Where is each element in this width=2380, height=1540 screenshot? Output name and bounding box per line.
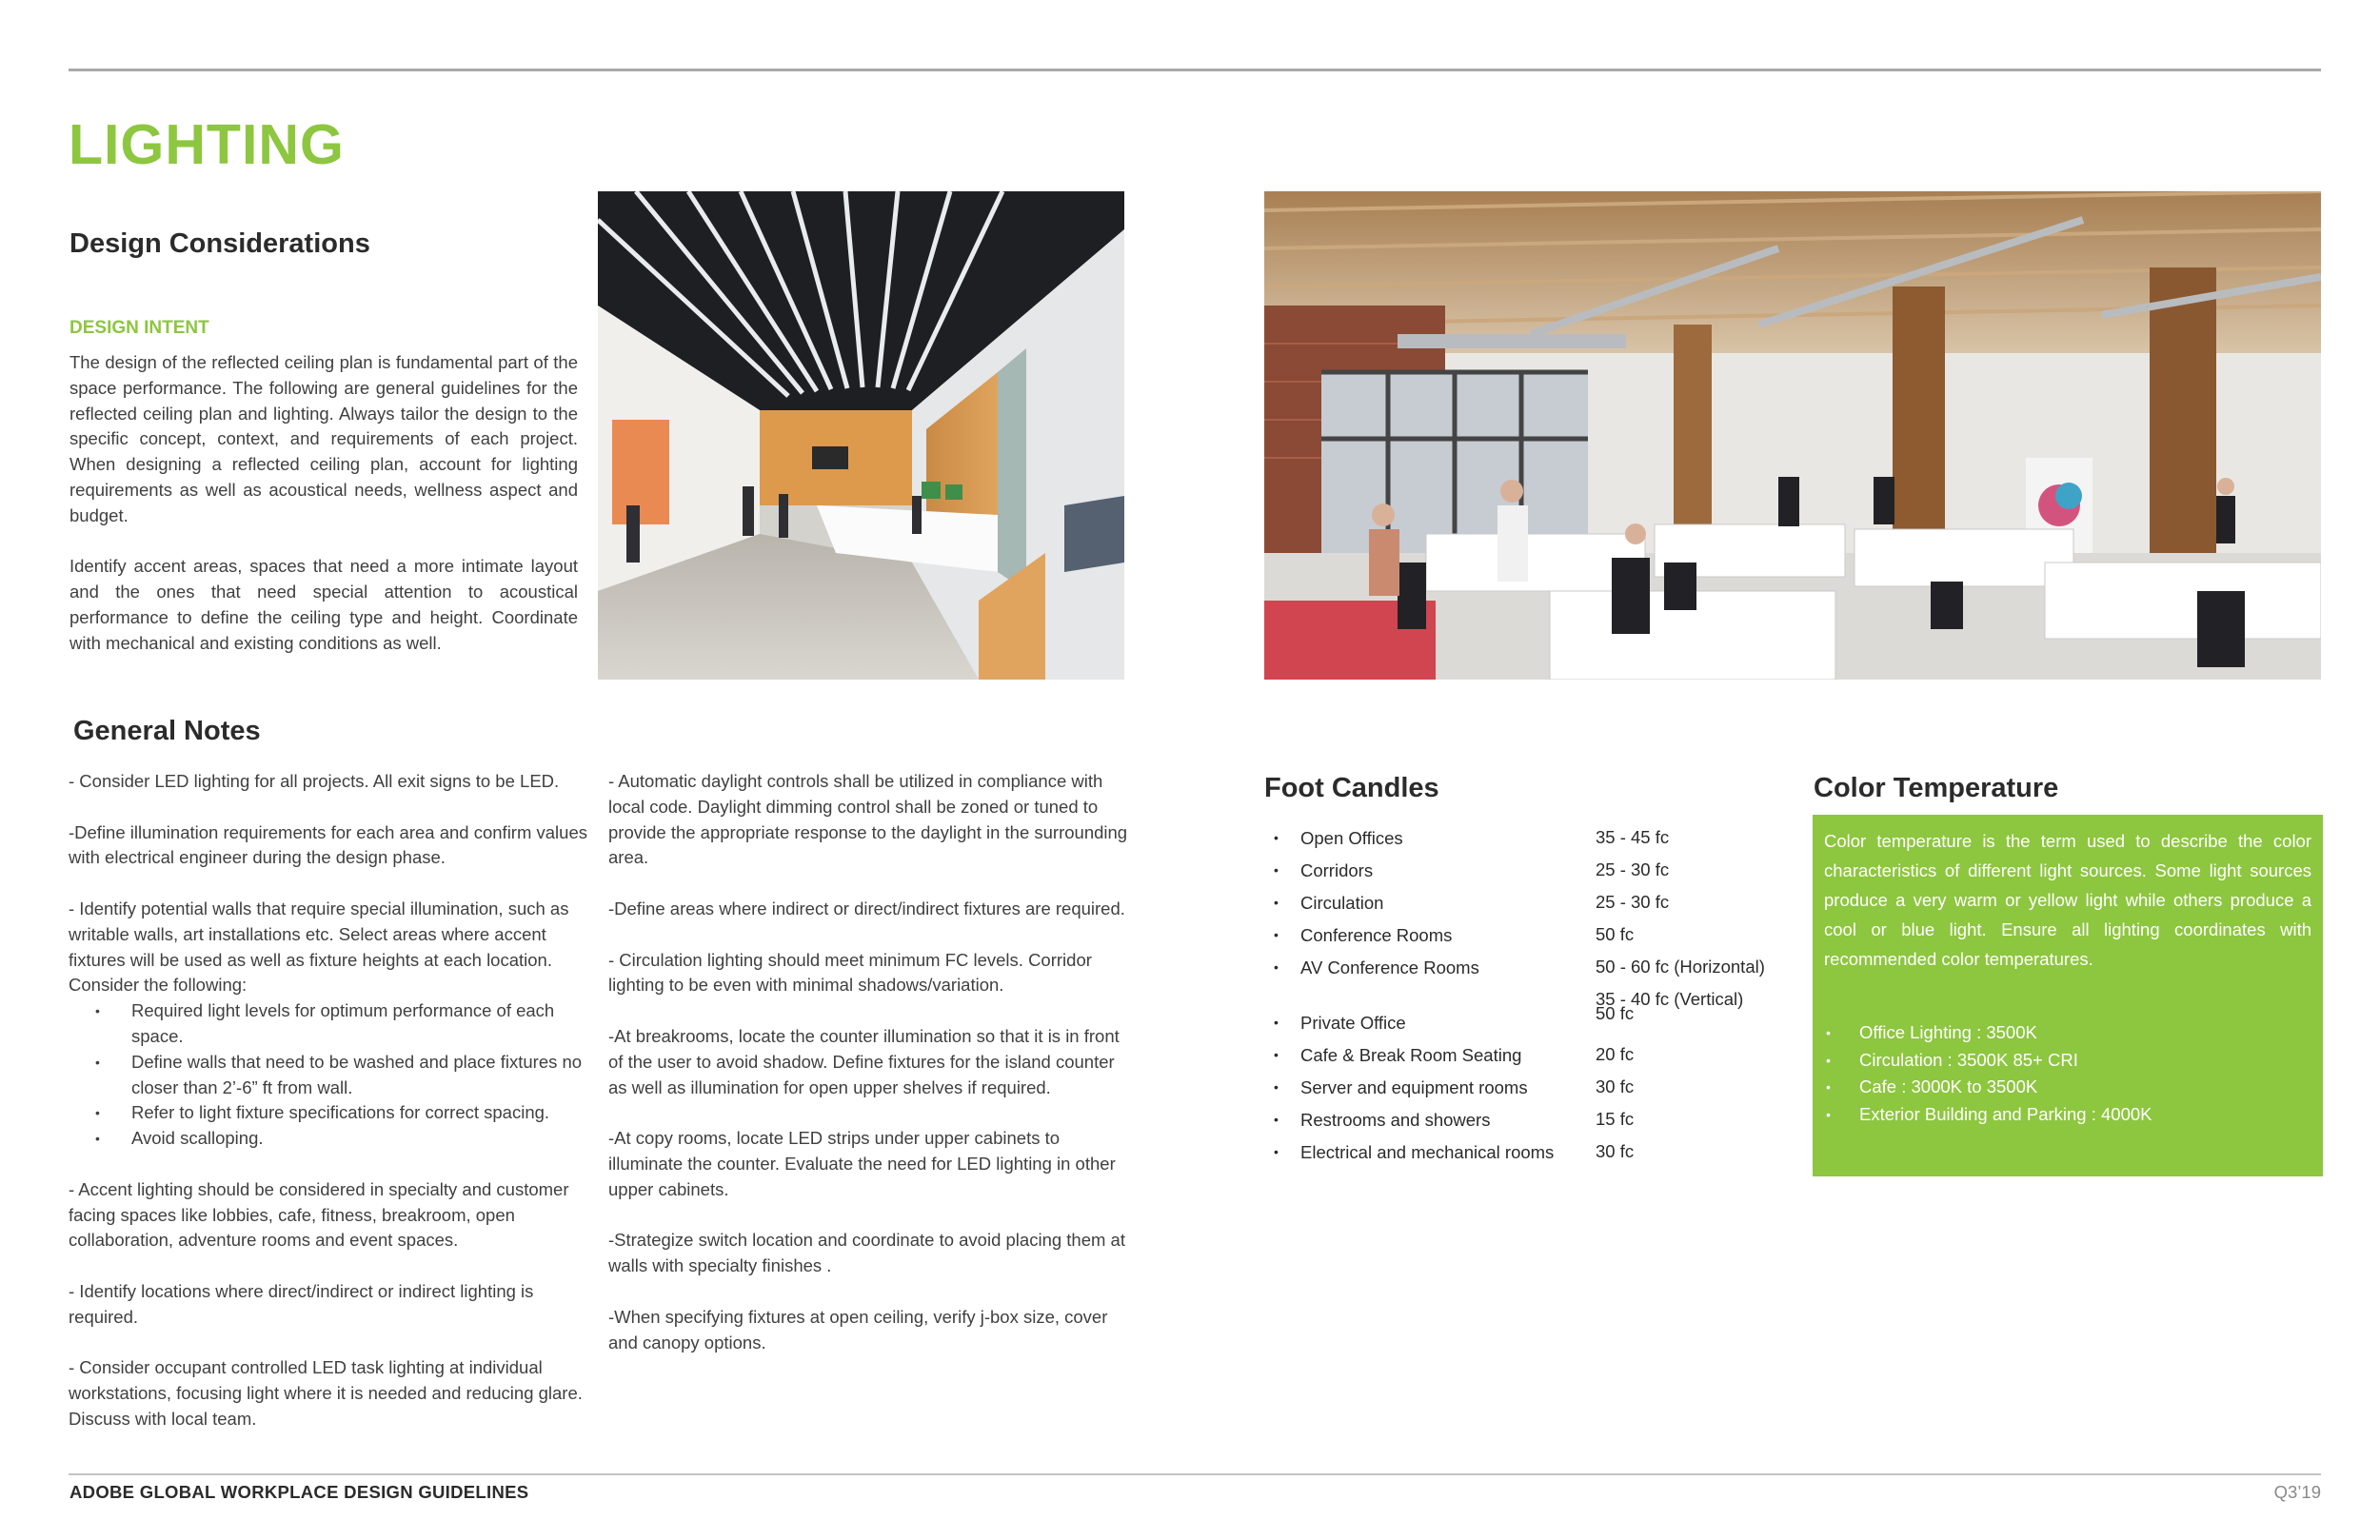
foot-candle-value: 50 fc (1596, 1003, 1635, 1023)
space-name: Server and equipment rooms (1300, 1077, 1528, 1097)
general-notes-column-1 (69, 769, 587, 1458)
bottom-rule (69, 1473, 2321, 1475)
foot-candle-value: 25 - 30 fc (1596, 859, 1670, 879)
space-name: Conference Rooms (1300, 925, 1453, 945)
top-rule (69, 69, 2321, 71)
note-bullet-list (95, 998, 587, 1152)
note-bullet: • Define walls that need to be washed and place fixtures no closer than 2’-6” ft from wall. (95, 1050, 587, 1101)
bullet-icon: • (1274, 927, 1279, 942)
foot-candle-value: 50 fc (1596, 924, 1635, 944)
design-considerations-heading: Design Considerations (69, 228, 370, 259)
space-name: Circulation (1300, 893, 1384, 913)
page-title: LIGHTING (69, 113, 345, 176)
color-temperature-item: • Exterior Building and Parking : 4000K (1824, 1101, 2311, 1129)
foot-candle-value-vertical: 35 - 40 fc (Vertical) (1596, 989, 1744, 1009)
note-paragraph: -Strategize switch location and coordinate to avoid placing them at walls with specialty finishes . (608, 1230, 1125, 1276)
corridor-photo (598, 191, 1124, 680)
foot-candle-row (1264, 893, 1797, 925)
foot-candle-row (1264, 1077, 1797, 1110)
space-name: Corridors (1300, 860, 1374, 880)
space-name: Private Office (1300, 1013, 1406, 1033)
bullet-icon: • (1274, 959, 1279, 975)
bullet-icon: • (1274, 1112, 1279, 1127)
foot-candle-value: 20 fc (1596, 1044, 1635, 1064)
foot-candle-value: 30 fc (1596, 1076, 1635, 1096)
note-paragraph: -At copy rooms, locate LED strips under upper cabinets to illuminate the counter. Evaluate the need for LED lighting in other upper cabinets. (608, 1128, 1116, 1199)
note-paragraph: - Identify potential walls that require special illumination, such as writable walls, art installations etc. Select areas where accent fixtures will be used as well as fixture heights at each location. Consider the following: (69, 898, 569, 996)
note-paragraph: - Automatic daylight controls shall be utilized in compliance with local code. Daylight dimming control shall be zoned or tuned to provide the appropriate response to the daylight in the surrounding area. (608, 771, 1128, 868)
note-paragraph: - Circulation lighting should meet minimum FC levels. Corridor lighting to be even with minimal shadows/variation. (608, 949, 1092, 996)
foot-candle-row (1264, 958, 1797, 1013)
foot-candle-row (1264, 1003, 1797, 1045)
general-notes-column-2 (608, 769, 1128, 1381)
footer-date: Q3’19 (2273, 1482, 2321, 1502)
note-paragraph: - Consider occupant controlled LED task lighting at individual workstations, focusing light where it is needed and reducing glare. Discuss with local team. (69, 1357, 583, 1429)
note-paragraph: - Identify locations where direct/indirect or indirect lighting is required. (69, 1280, 534, 1327)
note-paragraph: -At breakrooms, locate the counter illumination so that it is in front of the user to avoid shadow. Define fixtures for the island counter as well as illumination for open upper shelves if required. (608, 1025, 1120, 1097)
color-temperature-item: • Circulation : 3500K 85+ CRI (1824, 1047, 2311, 1075)
space-name: AV Conference Rooms (1300, 958, 1479, 977)
bullet-icon: • (1274, 862, 1279, 878)
space-name: Open Offices (1300, 828, 1403, 848)
design-intent-paragraph: The design of the reflected ceiling plan is fundamental part of the space performance. The following are general guidelines for the reflected ceiling plan and lighting. Always tailor the design to the specific concept, context, and requirements of each project. When designing a reflected ceiling plan, account for lighting requirements as well as acoustical needs, wellness aspect and budget. (69, 352, 578, 525)
foot-candles-list (1264, 828, 1797, 1175)
design-intent-body (69, 350, 578, 681)
foot-candle-value: 35 - 45 fc (1596, 827, 1670, 847)
foot-candle-value: 15 fc (1596, 1109, 1635, 1129)
foot-candles-heading: Foot Candles (1264, 773, 1439, 803)
note-paragraph: -When specifying fixtures at open ceiling, verify j-box size, cover and canopy options. (608, 1306, 1108, 1352)
bullet-icon: • (1274, 830, 1279, 845)
note-bullet: • Required light levels for optimum performance of each space. (95, 998, 587, 1050)
note-bullet: • Avoid scalloping. (95, 1126, 587, 1152)
color-temperature-box (1813, 815, 2323, 1176)
foot-candle-row (1264, 828, 1797, 860)
color-temperature-description: Color temperature is the term used to describe the color characteristics of different light sources. Some light sources produce a very warm or yellow light while others produce a cool or blue light. Ensure all lighting coordinates with recommended color temperatures. (1824, 831, 2311, 969)
note-paragraph: - Consider LED lighting for all projects. All exit signs to be LED. (69, 771, 560, 791)
foot-candle-row (1264, 1142, 1797, 1175)
color-temperature-heading: Color Temperature (1814, 773, 2059, 803)
foot-candle-row (1264, 1110, 1797, 1142)
bullet-icon: • (1274, 1047, 1279, 1062)
bullet-icon: • (1274, 1079, 1279, 1095)
note-paragraph: -Define illumination requirements for each area and confirm values with electrical engineer during the design phase. (69, 821, 587, 868)
design-intent-paragraph: Identify accent areas, spaces that need a more intimate layout and the ones that need special attention to acoustical performance to define the ceiling type and height. Coordinate with mechanical and existing conditions as well. (69, 556, 578, 653)
bullet-icon: • (1274, 895, 1279, 910)
space-name: Cafe & Break Room Seating (1300, 1045, 1522, 1065)
note-paragraph: -Define areas where indirect or direct/indirect fixtures are required. (608, 898, 1125, 918)
open-office-photo (1264, 191, 2321, 680)
color-temperature-item: • Office Lighting : 3500K (1824, 1019, 2311, 1047)
foot-candle-value: 30 fc (1596, 1141, 1635, 1161)
note-paragraph: - Accent lighting should be considered in specialty and customer facing spaces like lobbies, cafe, fitness, breakroom, open collaboration, adventure rooms and event spaces. (69, 1178, 569, 1251)
footer-title: ADOBE GLOBAL WORKPLACE DESIGN GUIDELINES (69, 1482, 529, 1502)
bullet-icon: • (1274, 1015, 1279, 1030)
bullet-icon: • (1274, 1144, 1279, 1159)
foot-candle-row (1264, 1045, 1797, 1077)
note-bullet: • Refer to light fixture specifications for correct spacing. (95, 1100, 587, 1126)
color-temperature-list (1824, 1019, 2311, 1128)
foot-candle-row (1264, 860, 1797, 893)
foot-candle-value-horizontal: 50 - 60 fc (Horizontal) (1596, 957, 1765, 977)
color-temperature-item: • Cafe : 3000K to 3500K (1824, 1074, 2311, 1101)
general-notes-heading: General Notes (73, 716, 261, 746)
space-name: Electrical and mechanical rooms (1300, 1142, 1555, 1162)
space-name: Restrooms and showers (1300, 1110, 1491, 1130)
design-intent-label: DESIGN INTENT (69, 318, 209, 338)
foot-candle-value: 25 - 30 fc (1596, 892, 1670, 912)
